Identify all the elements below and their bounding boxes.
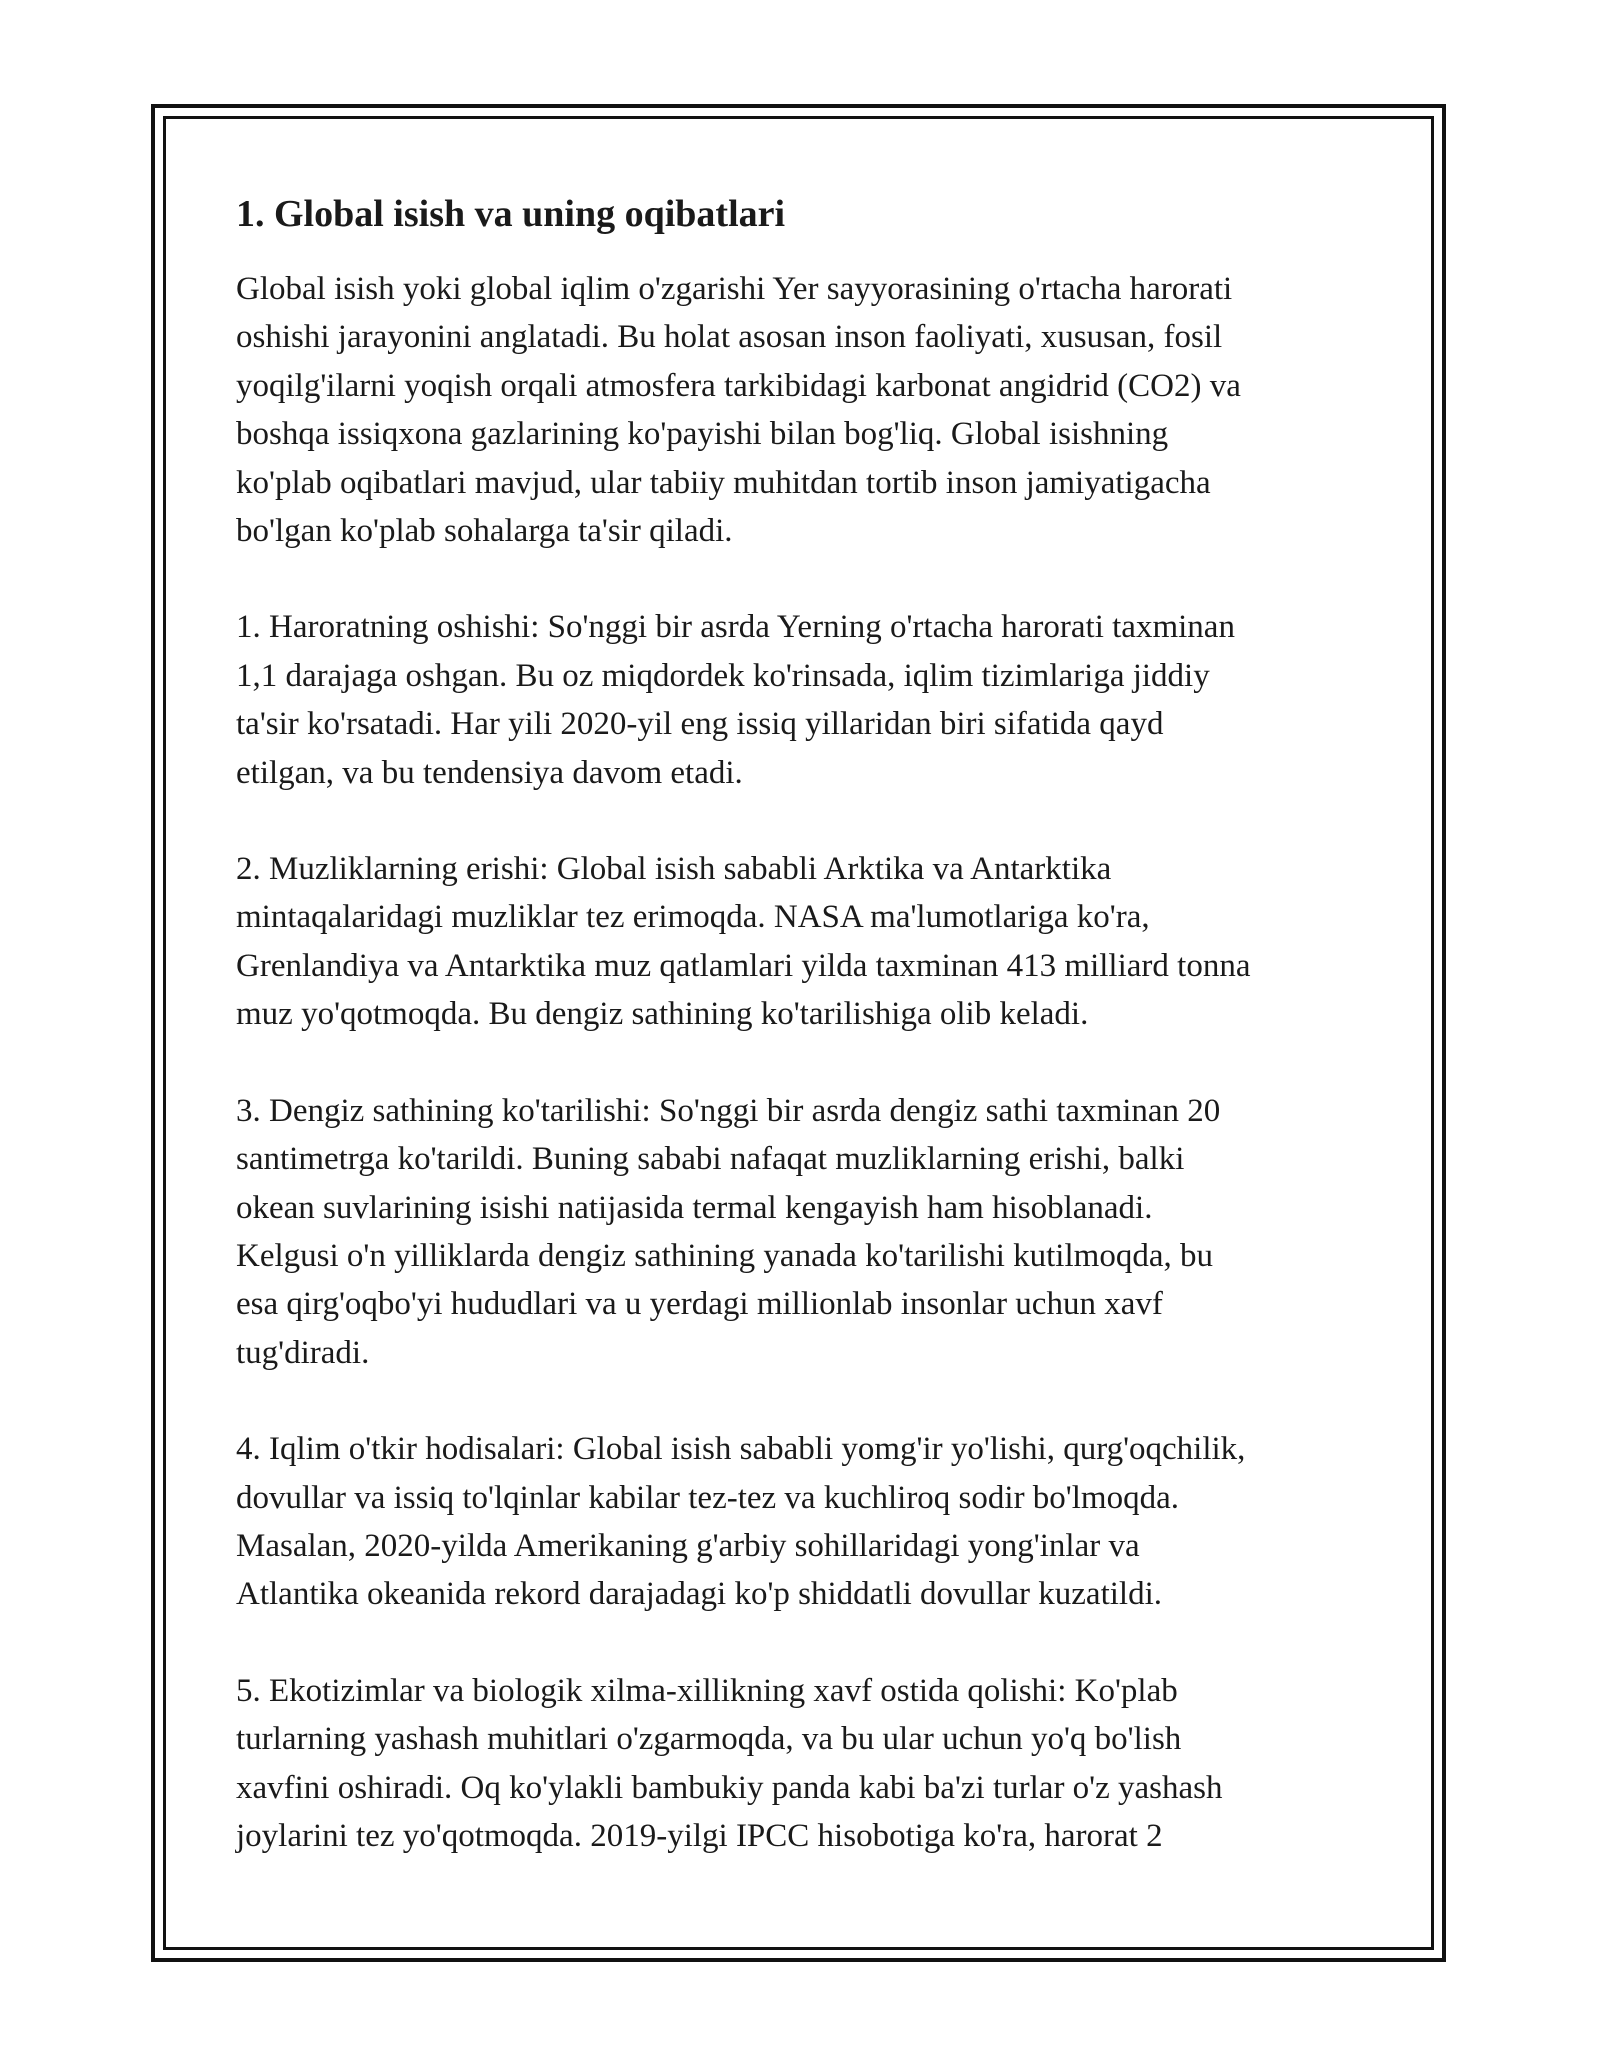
paragraph-ecosystems: 5. Ekotizimlar va biologik xilma-xillikning xavf ostida qolishi: Ko'plab turlarning yashash muhitlari o'zgarmoqda, va bu ular uchun yo'q bo'lish xavfini oshiradi. Oq ko'ylakli bambukiy panda kabi ba'zi turlar o'z yashash joylarini tez yo'qotmoqda. 2019-yilgi IPCC hisobotiga ko'ra, harorat 2: [236, 1672, 1223, 1854]
section-title: 1. Global isish va uning oqibatlari: [236, 193, 786, 235]
paragraph-sea-level-rise: 3. Dengiz sathining ko'tarilishi: So'nggi bir asrda dengiz sathi taxminan 20 santimetrga ko'tarildi. Buning sababi nafaqat muzliklarning erishi, balki okean suvlarining isishi natijasida termal kengayish ham hisoblanadi. Kelgusi o'n yilliklarda dengiz sathining yanada ko'tarilishi kutilmoqda, bu esa qirg'oqbo'yi hududlari va u yerdagi millionlab insonlar uchun xavf tug'diradi.: [236, 1092, 1221, 1371]
paragraph-extreme-weather: 4. Iqlim o'tkir hodisalari: Global isish sababli yomg'ir yo'lishi, qurg'oqchilik, dovullar va issiq to'lqinlar kabilar tez-tez va kuchliroq sodir bo'lmoqda. Masalan, 2020-yilda Amerikaning g'arbiy sohillaridagi yong'inlar va Atlantika okeanida rekord darajadagi ko'p shiddatli dovullar kuzatildi.: [236, 1431, 1246, 1613]
intro-paragraph: Global isish yoki global iqlim o'zgarishi Yer sayyorasining o'rtacha harorati oshishi jarayonini anglatadi. Bu holat asosan inson faoliyati, xususan, fosil yoqilg'ilarni yoqish orqali atmosfera tarkibidagi karbonat angidrid (CO2) va boshqa issiqxona gazlarining ko'payishi bilan bog'liq. Global isishning ko'plab oqibatlari mavjud, ular tabiiy muhitdan tortib inson jamiyatigacha bo'lgan ko'plab sohalarga ta'sir qiladi.: [236, 271, 1241, 550]
document-body: [236, 185, 1386, 1908]
paragraph-temperature-rise: 1. Haroratning oshishi: So'nggi bir asrda Yerning o'rtacha harorati taxminan 1,1 darajaga oshgan. Bu oz miqdordek ko'rinsada, iqlim tizimlariga jiddiy ta'sir ko'rsatadi. Har yili 2020-yil eng issiq yillaridan biri sifatida qayd etilgan, va bu tendensiya davom etadi.: [236, 609, 1235, 791]
paragraph-glacier-melting: 2. Muzliklarning erishi: Global isish sababli Arktika va Antarktika mintaqalaridagi muzliklar tez erimoqda. NASA ma'lumotlariga ko'ra, Grenlandiya va Antarktika muz qatlamlari yilda taxminan 413 milliard tonna muz yo'qotmoqda. Bu dengiz sathining ko'tarilishiga olib keladi.: [236, 851, 1251, 1033]
